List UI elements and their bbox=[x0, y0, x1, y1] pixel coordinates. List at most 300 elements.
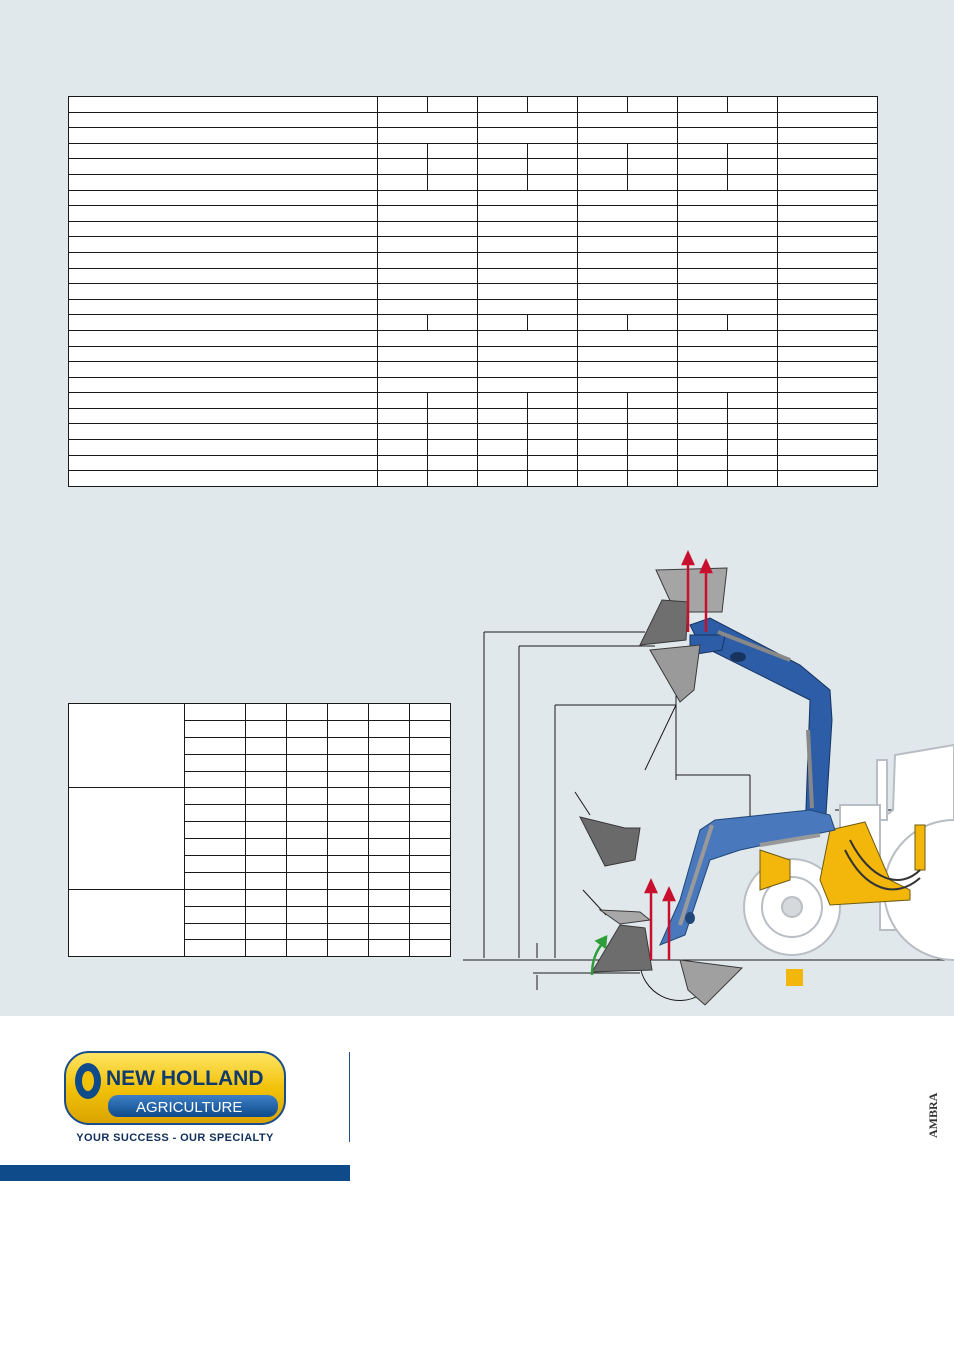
spec-cell bbox=[378, 159, 428, 175]
spec-cell bbox=[578, 440, 628, 456]
leaf-icon bbox=[75, 1063, 101, 1099]
spec-cell bbox=[778, 221, 878, 237]
spec-cell bbox=[478, 299, 578, 315]
bucket-group-cell bbox=[69, 788, 185, 889]
bucket-cell bbox=[287, 872, 328, 889]
spec-cell bbox=[378, 112, 478, 128]
bucket-cell bbox=[287, 771, 328, 788]
spec-cell bbox=[378, 408, 428, 424]
spec-row bbox=[69, 440, 878, 456]
spec-cell bbox=[478, 284, 578, 300]
spec-row bbox=[69, 377, 878, 393]
spec-cell bbox=[478, 455, 528, 471]
bucket-cell bbox=[287, 906, 328, 923]
spec-cell bbox=[678, 284, 778, 300]
agency-mark-text: AMBRA bbox=[926, 1092, 940, 1138]
spec-cell bbox=[678, 159, 728, 175]
spec-cell bbox=[428, 159, 478, 175]
spec-cell bbox=[678, 112, 778, 128]
spec-cell bbox=[69, 346, 378, 362]
bucket-cell bbox=[185, 822, 246, 839]
spec-cell bbox=[578, 206, 678, 222]
spec-cell bbox=[778, 377, 878, 393]
spec-cell bbox=[378, 440, 428, 456]
bucket-cell bbox=[410, 923, 451, 940]
bucket-cell bbox=[410, 720, 451, 737]
brand-slogan: YOUR SUCCESS - OUR SPECIALTY bbox=[76, 1132, 274, 1144]
bucket-cell bbox=[185, 788, 246, 805]
bucket-cell bbox=[287, 704, 328, 721]
spec-cell bbox=[728, 159, 778, 175]
spec-cell bbox=[478, 190, 578, 206]
spec-cell bbox=[528, 424, 578, 440]
spec-cell bbox=[69, 237, 378, 253]
spec-cell bbox=[428, 393, 478, 409]
spec-cell bbox=[778, 112, 878, 128]
bucket-cell bbox=[410, 822, 451, 839]
bucket-cell bbox=[369, 940, 410, 957]
spec-cell bbox=[478, 393, 528, 409]
spec-cell bbox=[578, 393, 628, 409]
spec-cell bbox=[778, 206, 878, 222]
spec-cell bbox=[578, 112, 678, 128]
spec-cell bbox=[728, 440, 778, 456]
bucket-cell bbox=[328, 720, 369, 737]
spec-cell bbox=[378, 455, 428, 471]
spec-cell bbox=[678, 362, 778, 378]
spec-cell bbox=[728, 174, 778, 190]
spec-cell bbox=[528, 440, 578, 456]
spec-cell bbox=[428, 315, 478, 331]
spec-cell bbox=[628, 471, 678, 487]
spec-cell bbox=[69, 408, 378, 424]
spec-cell bbox=[478, 471, 528, 487]
bucket-cell bbox=[328, 872, 369, 889]
spec-cell bbox=[378, 315, 428, 331]
spec-cell bbox=[578, 315, 628, 331]
spec-cell bbox=[378, 97, 428, 113]
bucket-cell bbox=[185, 720, 246, 737]
spec-cell bbox=[69, 424, 378, 440]
bucket-cell bbox=[246, 720, 287, 737]
bucket-cell bbox=[328, 805, 369, 822]
bucket-cell bbox=[369, 754, 410, 771]
bucket-cell bbox=[185, 940, 246, 957]
spec-cell bbox=[628, 143, 678, 159]
spec-row bbox=[69, 112, 878, 128]
spec-row bbox=[69, 221, 878, 237]
bucket-row bbox=[69, 889, 451, 906]
bucket-cell bbox=[369, 856, 410, 873]
spec-cell bbox=[578, 330, 678, 346]
spec-cell bbox=[628, 455, 678, 471]
bucket-cell bbox=[287, 737, 328, 754]
bucket-cell bbox=[328, 889, 369, 906]
spec-cell bbox=[478, 330, 578, 346]
spec-cell bbox=[478, 128, 578, 144]
bucket-cell bbox=[328, 822, 369, 839]
spec-cell bbox=[578, 159, 628, 175]
bucket-cell bbox=[246, 906, 287, 923]
bucket-cell bbox=[246, 704, 287, 721]
spec-cell bbox=[678, 128, 778, 144]
legend-swatch bbox=[786, 969, 803, 986]
spec-cell bbox=[578, 455, 628, 471]
spec-cell bbox=[728, 455, 778, 471]
bucket-cell bbox=[185, 856, 246, 873]
bucket-cell bbox=[369, 720, 410, 737]
bucket-cell bbox=[185, 704, 246, 721]
spec-cell bbox=[69, 128, 378, 144]
spec-cell bbox=[678, 424, 728, 440]
spec-cell bbox=[578, 237, 678, 253]
bucket-cell bbox=[185, 754, 246, 771]
spec-cell bbox=[378, 471, 428, 487]
spec-cell bbox=[578, 190, 678, 206]
spec-cell bbox=[528, 159, 578, 175]
spec-cell bbox=[478, 377, 578, 393]
spec-cell bbox=[728, 97, 778, 113]
bucket-cell bbox=[328, 906, 369, 923]
logo-name-line2: AGRICULTURE bbox=[136, 1099, 243, 1116]
bucket-cell bbox=[287, 788, 328, 805]
spec-row bbox=[69, 346, 878, 362]
spec-cell bbox=[628, 97, 678, 113]
bucket-cell bbox=[185, 839, 246, 856]
spec-cell bbox=[378, 237, 478, 253]
spec-cell bbox=[378, 362, 478, 378]
bucket-cell bbox=[287, 940, 328, 957]
spec-cell bbox=[478, 159, 528, 175]
spec-cell bbox=[578, 143, 628, 159]
bucket-cell bbox=[369, 737, 410, 754]
spec-cell bbox=[678, 377, 778, 393]
bucket-cell bbox=[328, 771, 369, 788]
spec-row bbox=[69, 455, 878, 471]
bucket-cell bbox=[328, 737, 369, 754]
spec-cell bbox=[628, 440, 678, 456]
spec-cell bbox=[778, 346, 878, 362]
spec-cell bbox=[578, 252, 678, 268]
bucket-cell bbox=[185, 923, 246, 940]
bucket-row bbox=[69, 788, 451, 805]
bucket-cell bbox=[246, 839, 287, 856]
spec-cell bbox=[578, 174, 628, 190]
spec-cell bbox=[378, 330, 478, 346]
bucket-cell bbox=[287, 889, 328, 906]
spec-cell bbox=[778, 237, 878, 253]
spec-row bbox=[69, 315, 878, 331]
spec-cell bbox=[778, 408, 878, 424]
spec-cell bbox=[69, 315, 378, 331]
spec-cell bbox=[378, 174, 428, 190]
spec-cell bbox=[478, 221, 578, 237]
spec-cell bbox=[778, 362, 878, 378]
footer-bar bbox=[0, 1165, 350, 1181]
bucket-cell bbox=[369, 788, 410, 805]
spec-row bbox=[69, 174, 878, 190]
spec-cell bbox=[678, 221, 778, 237]
bucket-cell bbox=[410, 737, 451, 754]
spec-cell bbox=[528, 97, 578, 113]
bucket-group-cell bbox=[69, 889, 185, 957]
spec-cell bbox=[378, 206, 478, 222]
spec-cell bbox=[578, 284, 678, 300]
spec-cell bbox=[778, 190, 878, 206]
bucket-cell bbox=[287, 923, 328, 940]
spec-cell bbox=[728, 408, 778, 424]
spec-cell bbox=[678, 237, 778, 253]
spec-cell bbox=[69, 299, 378, 315]
bucket-cell bbox=[246, 889, 287, 906]
spec-row bbox=[69, 128, 878, 144]
spec-cell bbox=[378, 377, 478, 393]
spec-cell bbox=[69, 252, 378, 268]
spec-cell bbox=[528, 471, 578, 487]
spec-cell bbox=[778, 440, 878, 456]
bucket-cell bbox=[369, 923, 410, 940]
spec-cell bbox=[778, 252, 878, 268]
agency-mark bbox=[915, 1090, 945, 1140]
bucket-cell bbox=[185, 771, 246, 788]
spec-cell bbox=[378, 252, 478, 268]
spec-cell bbox=[678, 252, 778, 268]
spec-cell bbox=[528, 315, 578, 331]
bucket-cell bbox=[185, 906, 246, 923]
spec-cell bbox=[578, 408, 628, 424]
spec-cell bbox=[578, 221, 678, 237]
bucket-cell bbox=[287, 822, 328, 839]
bucket-cell bbox=[287, 805, 328, 822]
spec-cell bbox=[628, 424, 678, 440]
spec-cell bbox=[778, 393, 878, 409]
bucket-cell bbox=[410, 754, 451, 771]
spec-cell bbox=[678, 190, 778, 206]
spec-cell bbox=[428, 97, 478, 113]
bucket-cell bbox=[328, 754, 369, 771]
spec-cell bbox=[678, 174, 728, 190]
spec-cell bbox=[378, 284, 478, 300]
bucket-cell bbox=[410, 889, 451, 906]
spec-cell bbox=[69, 377, 378, 393]
spec-row bbox=[69, 424, 878, 440]
spec-cell bbox=[678, 408, 728, 424]
bucket-cell bbox=[410, 872, 451, 889]
bucket-cell bbox=[369, 771, 410, 788]
spec-cell bbox=[69, 330, 378, 346]
bucket-cell bbox=[246, 822, 287, 839]
spec-cell bbox=[428, 471, 478, 487]
bucket-cell bbox=[246, 771, 287, 788]
spec-cell bbox=[69, 143, 378, 159]
spec-row bbox=[69, 97, 878, 113]
spec-cell bbox=[728, 315, 778, 331]
spec-cell bbox=[69, 284, 378, 300]
spec-cell bbox=[778, 299, 878, 315]
bucket-cell bbox=[328, 940, 369, 957]
spec-cell bbox=[628, 393, 678, 409]
bucket-cell bbox=[246, 923, 287, 940]
bucket-cell bbox=[410, 906, 451, 923]
spec-cell bbox=[528, 174, 578, 190]
spec-cell bbox=[678, 393, 728, 409]
bucket-cell bbox=[246, 940, 287, 957]
spec-cell bbox=[778, 471, 878, 487]
spec-cell bbox=[428, 440, 478, 456]
spec-cell bbox=[478, 97, 528, 113]
spec-cell bbox=[478, 346, 578, 362]
spec-cell bbox=[69, 268, 378, 284]
spec-cell bbox=[378, 346, 478, 362]
spec-cell bbox=[69, 455, 378, 471]
spec-row bbox=[69, 299, 878, 315]
bucket-cell bbox=[369, 839, 410, 856]
bucket-cell bbox=[287, 720, 328, 737]
spec-cell bbox=[778, 159, 878, 175]
spec-cell bbox=[478, 315, 528, 331]
spec-cell bbox=[578, 268, 678, 284]
loader-dimensions-diagram bbox=[460, 545, 954, 1016]
spec-cell bbox=[428, 424, 478, 440]
new-holland-logo bbox=[64, 1051, 286, 1125]
spec-cell bbox=[478, 112, 578, 128]
spec-cell bbox=[428, 455, 478, 471]
spec-cell bbox=[378, 221, 478, 237]
bucket-cell bbox=[410, 839, 451, 856]
bucket-cell bbox=[369, 704, 410, 721]
bucket-cell bbox=[287, 839, 328, 856]
spec-row bbox=[69, 408, 878, 424]
bucket-cell bbox=[246, 737, 287, 754]
bucket-group-cell bbox=[69, 704, 185, 788]
spec-cell bbox=[678, 440, 728, 456]
bucket-cell bbox=[410, 771, 451, 788]
spec-cell bbox=[378, 143, 428, 159]
spec-cell bbox=[478, 268, 578, 284]
spec-cell bbox=[478, 424, 528, 440]
spec-row bbox=[69, 393, 878, 409]
spec-cell bbox=[69, 440, 378, 456]
spec-cell bbox=[528, 408, 578, 424]
spec-row bbox=[69, 143, 878, 159]
spec-cell bbox=[728, 424, 778, 440]
bucket-cell bbox=[328, 839, 369, 856]
bucket-cell bbox=[328, 704, 369, 721]
spec-cell bbox=[378, 190, 478, 206]
bucket-cell bbox=[185, 889, 246, 906]
bucket-cell bbox=[369, 906, 410, 923]
bucket-cell bbox=[369, 822, 410, 839]
bucket-cell bbox=[369, 889, 410, 906]
spec-cell bbox=[678, 268, 778, 284]
spec-cell bbox=[428, 174, 478, 190]
footer-divider bbox=[349, 1052, 350, 1142]
spec-row bbox=[69, 252, 878, 268]
spec-cell bbox=[428, 408, 478, 424]
spec-cell bbox=[778, 128, 878, 144]
spec-row bbox=[69, 330, 878, 346]
bucket-row bbox=[69, 704, 451, 721]
spec-cell bbox=[578, 424, 628, 440]
bucket-cell bbox=[246, 856, 287, 873]
bucket-cell bbox=[287, 856, 328, 873]
spec-cell bbox=[778, 455, 878, 471]
spec-cell bbox=[628, 174, 678, 190]
spec-cell bbox=[778, 268, 878, 284]
spec-cell bbox=[378, 128, 478, 144]
bucket-cell bbox=[410, 856, 451, 873]
bucket-cell bbox=[328, 923, 369, 940]
spec-cell bbox=[528, 143, 578, 159]
bucket-cell bbox=[185, 872, 246, 889]
spec-cell bbox=[478, 237, 578, 253]
spec-cell bbox=[69, 112, 378, 128]
spec-cell bbox=[578, 346, 678, 362]
spec-cell bbox=[678, 315, 728, 331]
spec-cell bbox=[378, 268, 478, 284]
spec-cell bbox=[578, 471, 628, 487]
spec-cell bbox=[578, 377, 678, 393]
bucket-cell bbox=[246, 754, 287, 771]
spec-cell bbox=[578, 128, 678, 144]
spec-cell bbox=[778, 97, 878, 113]
spec-cell bbox=[728, 143, 778, 159]
spec-cell bbox=[628, 408, 678, 424]
bucket-cell bbox=[369, 872, 410, 889]
bucket-cell bbox=[410, 704, 451, 721]
spec-cell bbox=[678, 299, 778, 315]
spec-cell bbox=[678, 97, 728, 113]
spec-cell bbox=[378, 424, 428, 440]
spec-cell bbox=[69, 362, 378, 378]
spec-row bbox=[69, 362, 878, 378]
spec-cell bbox=[69, 190, 378, 206]
spec-row bbox=[69, 190, 878, 206]
spec-cell bbox=[778, 315, 878, 331]
bucket-cell bbox=[246, 872, 287, 889]
spec-cell bbox=[69, 159, 378, 175]
spec-cell bbox=[69, 206, 378, 222]
spec-cell bbox=[778, 424, 878, 440]
spec-cell bbox=[728, 393, 778, 409]
bucket-cell bbox=[287, 754, 328, 771]
spec-cell bbox=[678, 471, 728, 487]
spec-cell bbox=[678, 206, 778, 222]
spec-cell bbox=[578, 299, 678, 315]
spec-cell bbox=[478, 252, 578, 268]
spec-row bbox=[69, 471, 878, 487]
loader-specifications-table bbox=[68, 96, 878, 487]
spec-cell bbox=[478, 440, 528, 456]
spec-cell bbox=[69, 221, 378, 237]
bucket-cell bbox=[185, 737, 246, 754]
spec-cell bbox=[578, 362, 678, 378]
spec-cell bbox=[628, 159, 678, 175]
spec-cell bbox=[69, 97, 378, 113]
spec-cell bbox=[778, 284, 878, 300]
spec-cell bbox=[378, 393, 428, 409]
bucket-cell bbox=[328, 788, 369, 805]
bucket-cell bbox=[410, 788, 451, 805]
bucket-cell bbox=[185, 805, 246, 822]
spec-cell bbox=[678, 143, 728, 159]
spec-cell bbox=[678, 346, 778, 362]
bucket-cell bbox=[246, 788, 287, 805]
spec-cell bbox=[69, 174, 378, 190]
spec-cell bbox=[528, 393, 578, 409]
spec-cell bbox=[528, 455, 578, 471]
spec-row bbox=[69, 237, 878, 253]
